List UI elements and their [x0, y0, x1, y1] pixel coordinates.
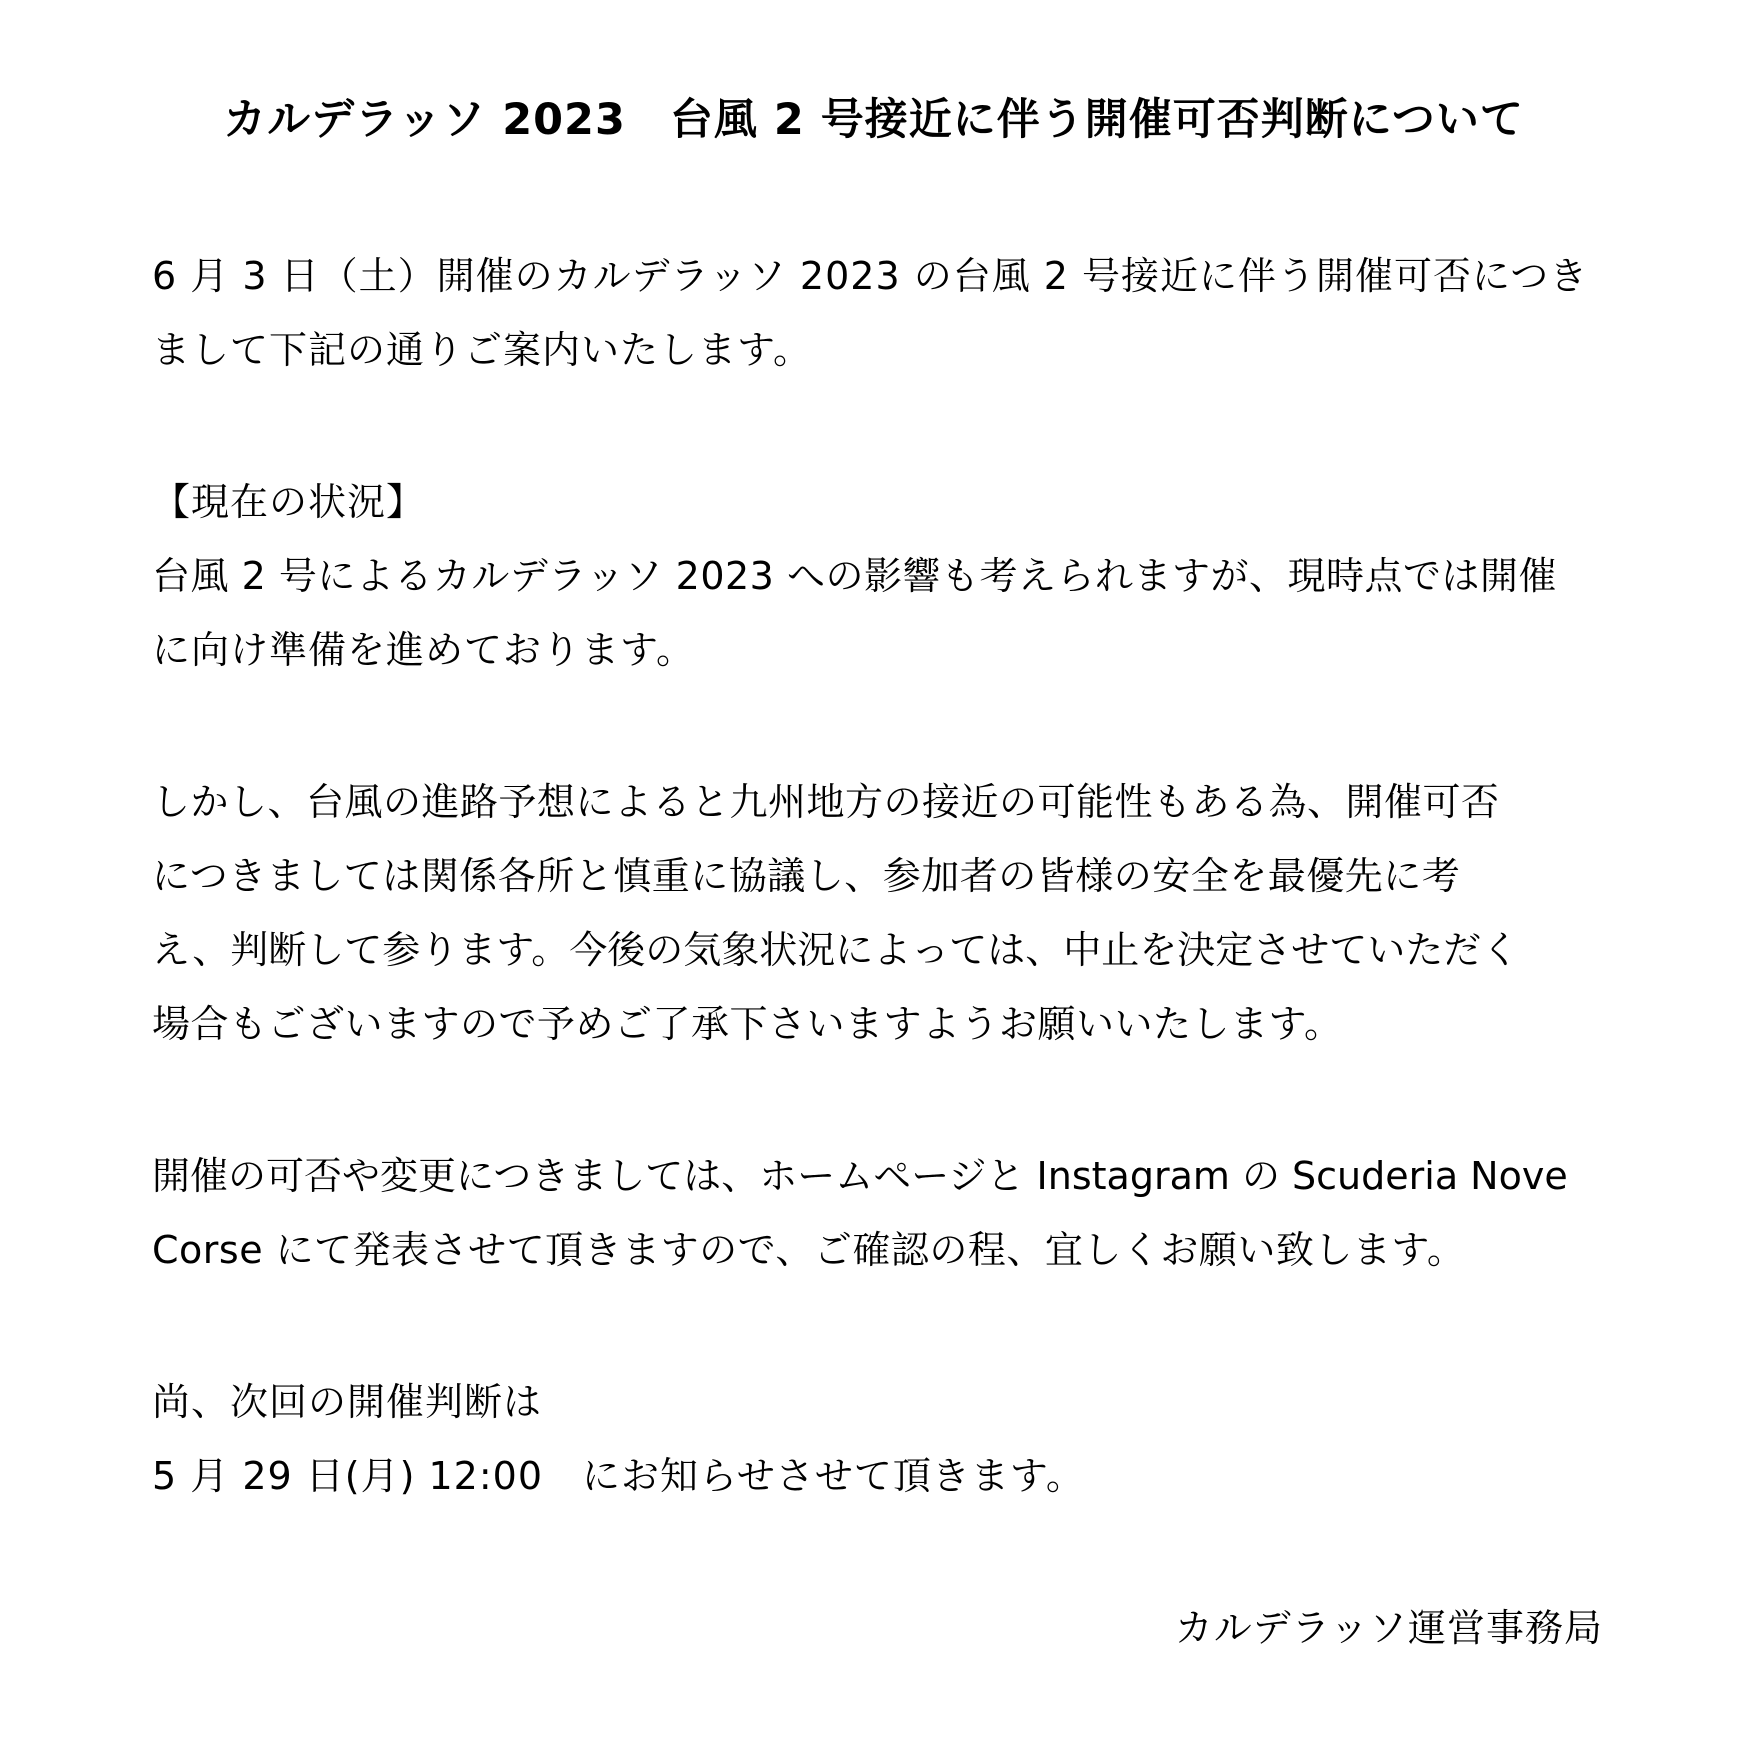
status-line-1: 台風 2 号によるカルデラッソ 2023 への影響も考えられますが、現時点では開催 [152, 554, 1557, 598]
announcement-line-1: 開催の可否や変更につきましては、ホームページと Instagram の Scuderia Nove [152, 1154, 1568, 1198]
however-line-1: しかし、台風の進路予想によると九州地方の接近の可能性もある為、開催可否 [152, 780, 1500, 824]
however-line-3: え、判断して参ります。今後の気象状況によっては、中止を決定させていただく [152, 928, 1520, 972]
however-line-4: 場合もございますので予めご了承下さいますようお願いいたします。 [152, 1002, 1343, 1046]
intro-line-2: まして下記の通りご案内いたします。 [152, 328, 812, 372]
intro-line-1: 6 月 3 日（土）開催のカルデラッソ 2023 の台風 2 号接近に伴う開催可否につき [152, 254, 1589, 298]
status-line-2: に向け準備を進めております。 [152, 628, 695, 672]
status-heading: 【現在の状況】 [152, 480, 426, 524]
however-line-2: につきましては関係各所と慎重に協議し、参加者の皆様の安全を最優先に考 [152, 854, 1461, 898]
document-title: カルデラッソ 2023 台風 2 号接近に伴う開催可否判断について [223, 95, 1524, 145]
next-decision-line-1: 尚、次回の開催判断は [152, 1380, 543, 1424]
next-decision-line-2: 5 月 29 日(月) 12:00 にお知らせさせて頂きます。 [152, 1454, 1085, 1498]
signature: カルデラッソ運営事務局 [1174, 1606, 1603, 1650]
announcement-line-2: Corse にて発表させて頂きますので、ご確認の程、宜しくお願い致します。 [152, 1228, 1466, 1272]
